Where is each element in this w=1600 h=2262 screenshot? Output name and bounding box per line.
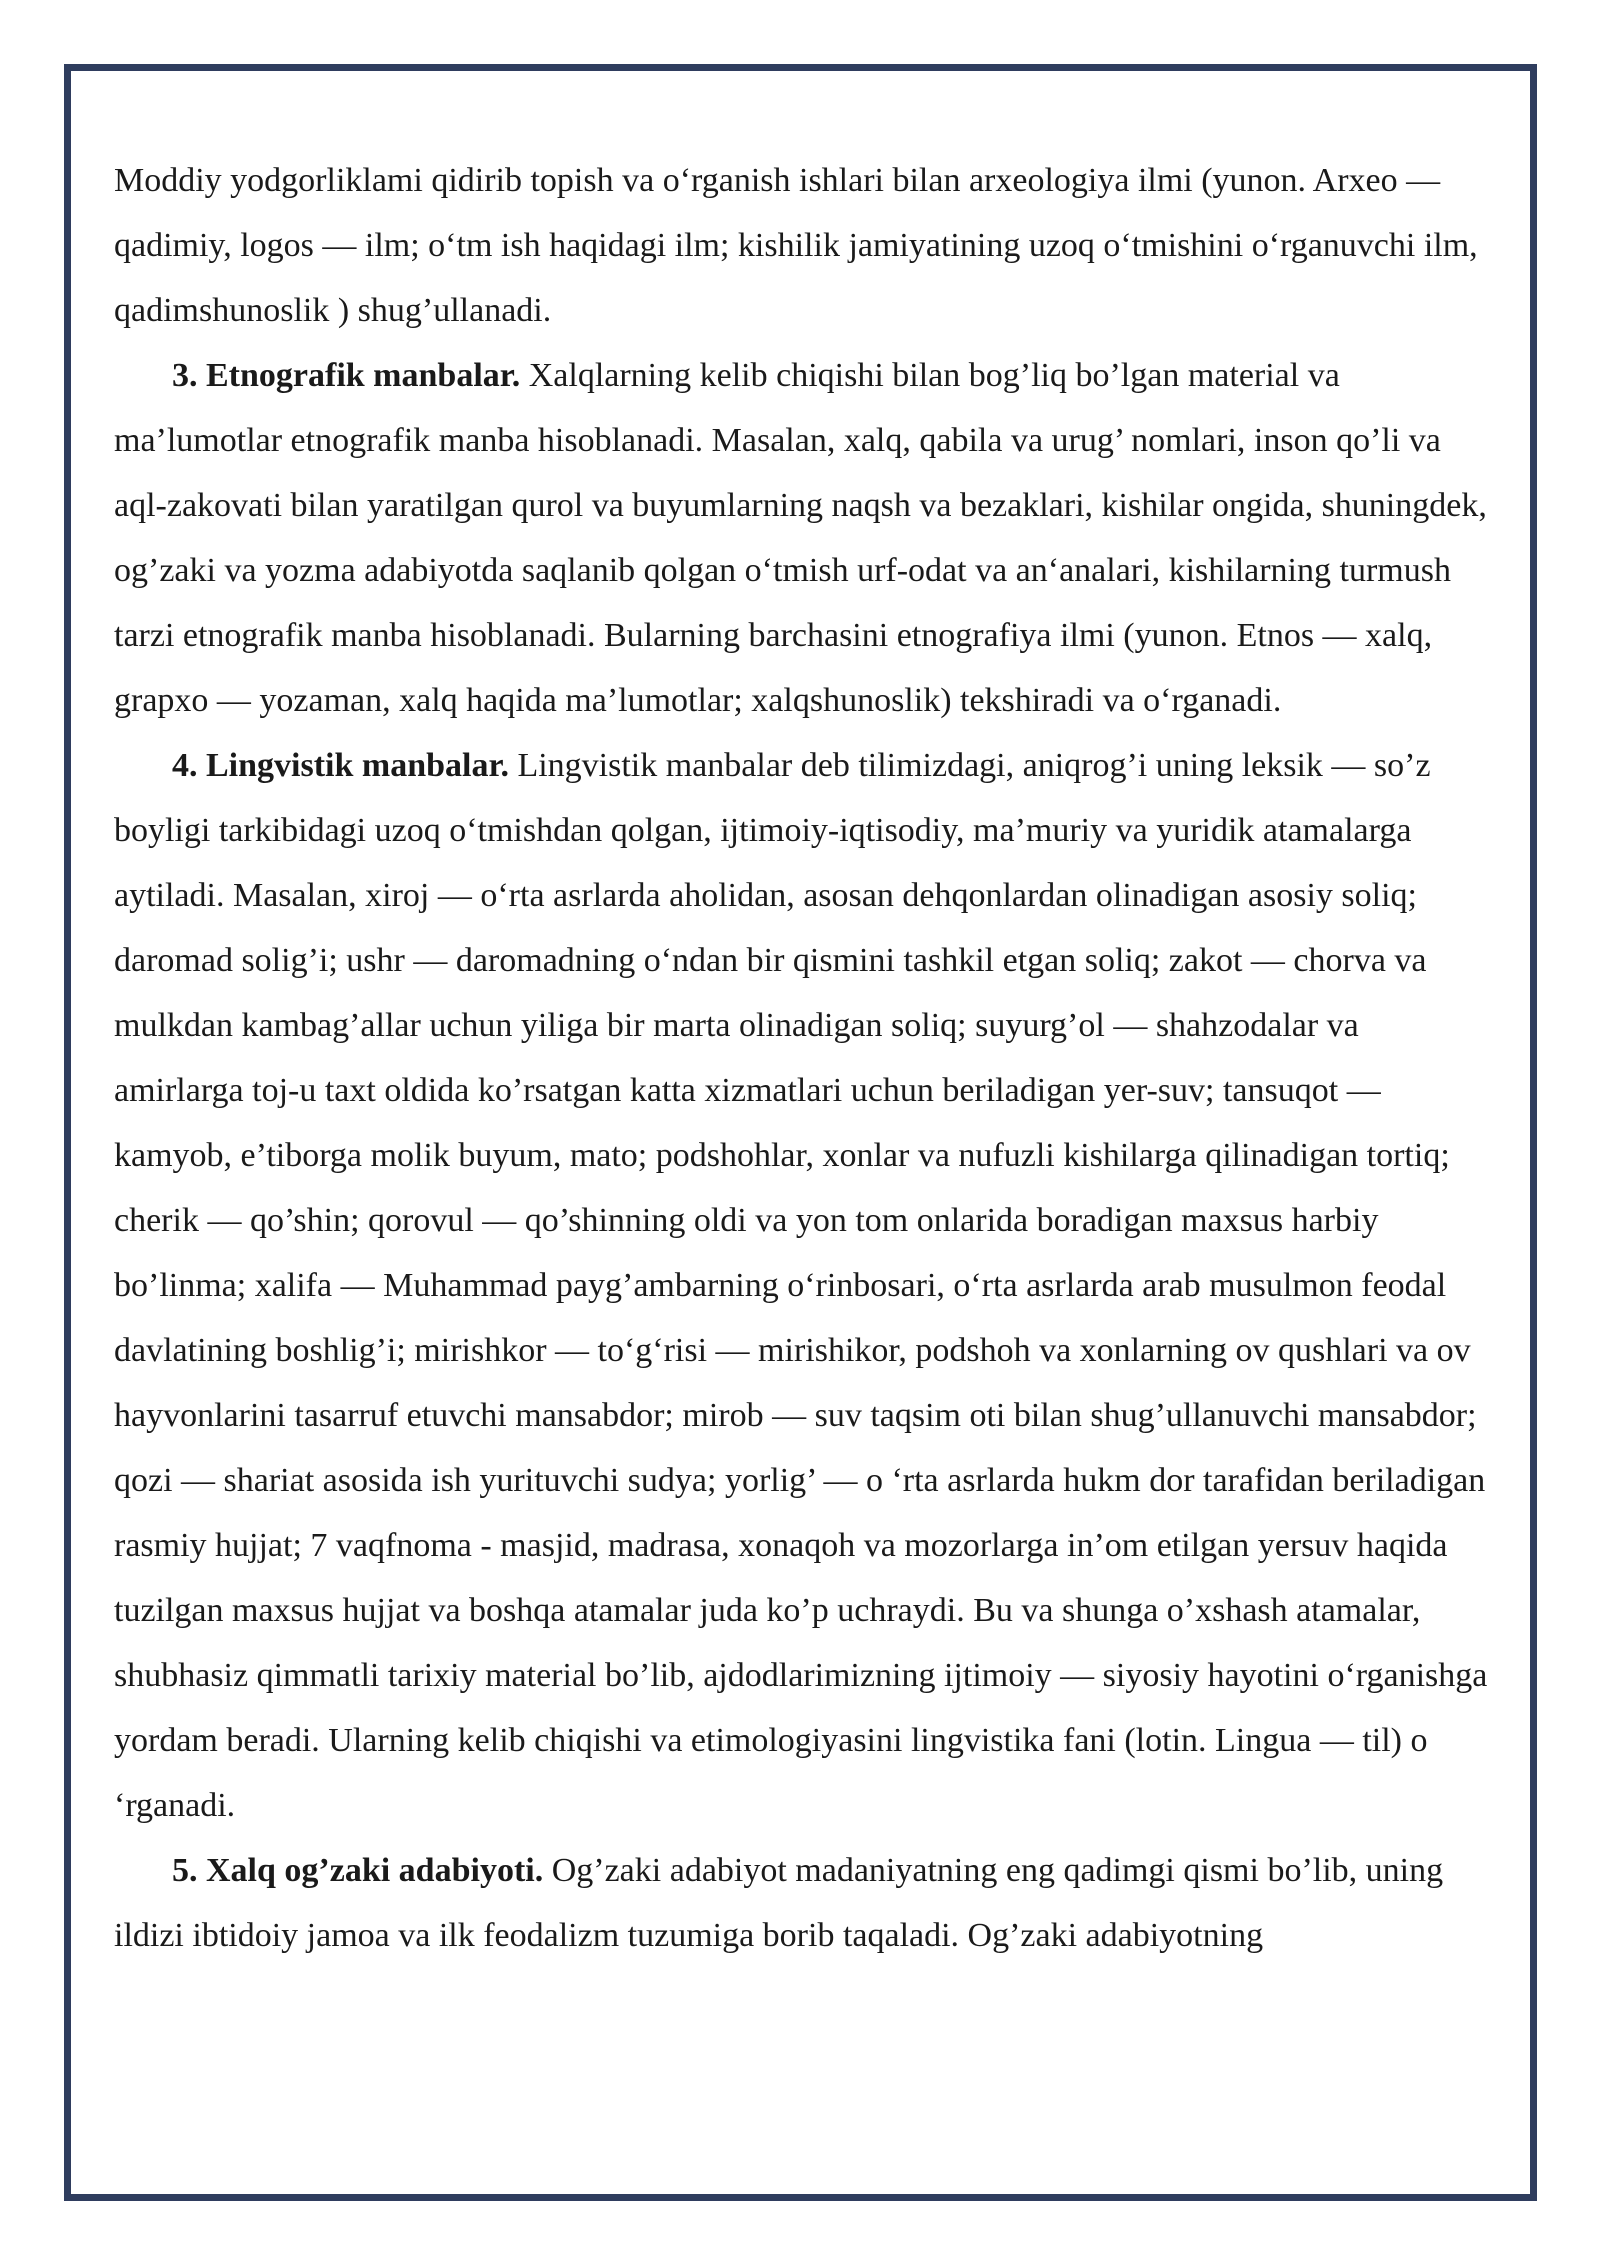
paragraph-body: Og’zaki adabiyot madaniyatning eng qadimgi qismi bo’lib, uning ildizi ibtidoiy jamoa va ilk feodalizm tuzumiga borib taqaladi. Og’zaki adabiyotning	[114, 1852, 1444, 1954]
document-body	[114, 148, 1494, 1968]
paragraph-archaeology	[114, 148, 1494, 343]
section-heading: 4. Lingvistik manbalar.	[172, 747, 509, 784]
paragraph-body: Moddiy yodgorliklami qidirib topish va o‘rganish ishlari bilan arxeologiya ilmi (yunon. Arxeo — qadimiy, logos — ilm; o‘tm ish haqidagi ilm; kishilik jamiyatining uzoq o‘tmishini o‘rganuvchi ilm, qadimshunoslik ) shug’ullanadi.	[114, 162, 1478, 329]
paragraph-linguistic-sources	[114, 733, 1494, 1838]
section-heading: 3. Etnografik manbalar.	[172, 357, 521, 394]
paragraph-body: Lingvistik manbalar deb tilimizdagi, aniqrog’i uning leksik — so’z boyligi tarkibidagi uzoq o‘tmishdan qolgan, ijtimoiy-iqtisodiy, ma’muriy va yuridik atamalarga aytiladi. Masalan, xiroj — o‘rta asrlarda aholidan, asosan dehqonlardan olinadigan asosiy soliq; daromad solig’i; ushr — daromadning o‘ndan bir qismini tashkil etgan soliq; zakot — chorva va mulkdan kambag’allar uchun yiliga bir marta olinadigan soliq; suyurg’ol — shahzodalar va amirlarga toj-u taxt oldida ko’rsatgan katta xizmatlari uchun beriladigan yer-suv; tansuqot — kamyob, e’tiborga molik buyum, mato; podshohlar, xonlar va nufuzli kishilarga qilinadigan tortiq; cherik — qo’shin; qorovul — qo’shinning oldi va yon tom onlarida boradigan maxsus harbiy bo’linma; xalifa — Muhammad payg’ambarning o‘rinbosari, o‘rta asrlarda arab musulmon feodal davlatining boshlig’i; mirishkor — to‘g‘risi — mirishikor, podshoh va xonlarning ov qushlari va ov hayvonlarini tasarruf etuvchi mansabdor; mirob — suv taqsim oti bilan shug’ullanuvchi mansabdor; qozi — shariat asosida ish yurituvchi sudya; yorlig’ — o ‘rta asrlarda hukm dor tarafidan beriladigan rasmiy hujjat; 7 vaqfnoma - masjid, madrasa, xonaqoh va mozorlarga in’om etilgan yersuv haqida tuzilgan maxsus hujjat va boshqa atamalar juda ko’p uchraydi. Bu va shunga o’xshash atamalar, shubhasiz qimmatli tarixiy material bo’lib, ajdodlarimizning ijtimoiy — siyosiy hayotini o‘rganishga yordam beradi. Ularning kelib chiqishi va etimologiyasini lingvistika fani (lotin. Lingua — til) o ‘rganadi.	[114, 747, 1488, 1824]
paragraph-ethnographic-sources	[114, 343, 1494, 733]
paragraph-body: Xalqlarning kelib chiqishi bilan bog’liq bo’lgan material va ma’lumotlar etnografik manba hisoblanadi. Masalan, xalq, qabila va urug’ nomlari, inson qo’li va aql-zakovati bilan yaratilgan qurol va buyumlarning naqsh va bezaklari, kishilar ongida, shuningdek, og’zaki va yozma adabiyotda saqlanib qolgan o‘tmish urf-odat va an‘analari, kishilarning turmush tarzi etnografik manba hisoblanadi. Bularning barchasini etnografiya ilmi (yunon. Etnos — xalq, grapxo — yozaman, xalq haqida ma’lumotlar; xalqshunoslik) tekshiradi va o‘rganadi.	[114, 357, 1487, 719]
section-heading: 5. Xalq og’zaki adabiyoti.	[172, 1852, 544, 1889]
paragraph-oral-literature	[114, 1838, 1494, 1968]
